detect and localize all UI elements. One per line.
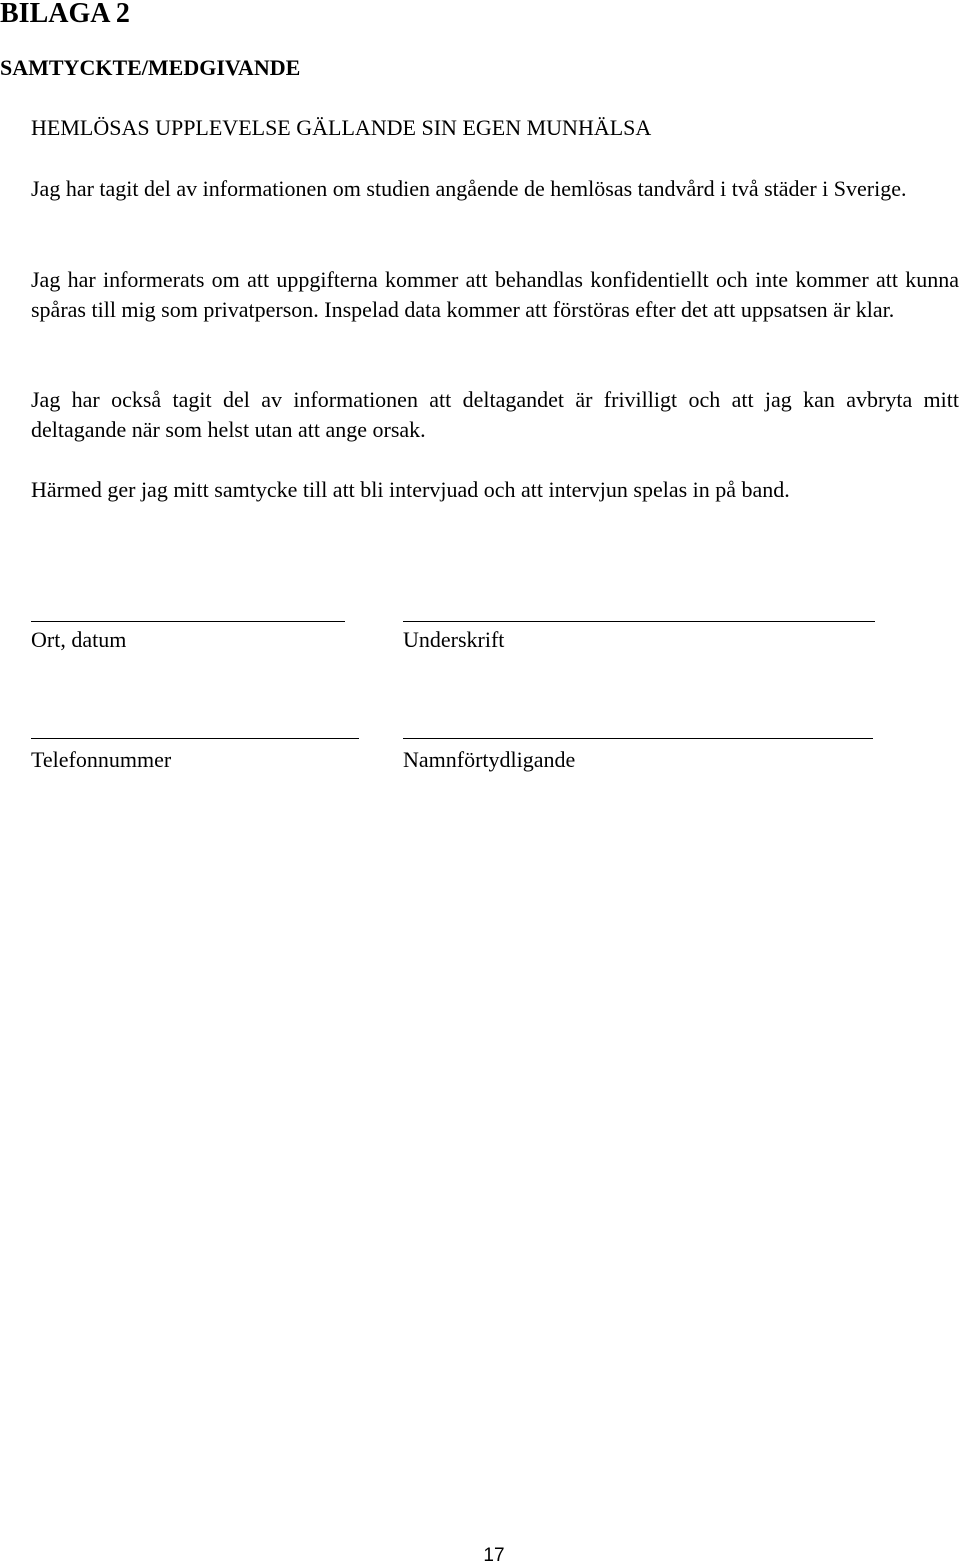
signature-label: Underskrift: [403, 627, 505, 652]
document-subtitle: SAMTYCKTE/MEDGIVANDE: [0, 55, 301, 80]
consent-paragraph-1: Jag har tagit del av informationen om studien angående de hemlösas tandvård i två städer i Sverige.: [31, 176, 907, 201]
place-date-line[interactable]: [31, 621, 345, 622]
study-title: HEMLÖSAS UPPLEVELSE GÄLLANDE SIN EGEN MUNHÄLSA: [31, 115, 652, 140]
place-date-label: Ort, datum: [31, 627, 127, 652]
phone-label: Telefonnummer: [31, 747, 172, 772]
name-clarification-line[interactable]: [403, 738, 873, 739]
page-number: 17: [483, 1545, 505, 1566]
phone-line[interactable]: [31, 738, 359, 739]
name-clarification-label: Namnförtydligande: [403, 747, 576, 772]
document-title: BILAGA 2: [0, 0, 130, 29]
consent-paragraph-3: Jag har också tagit del av informationen att deltagandet är frivilligt och att jag kan avbryta mitt deltagande när som helst utan att ange orsak.: [31, 387, 959, 442]
consent-paragraph-4: Härmed ger jag mitt samtycke till att bli intervjuad och att intervjun spelas in på band.: [31, 477, 790, 502]
signature-line[interactable]: [403, 621, 875, 622]
consent-paragraph-2: Jag har informerats om att uppgifterna kommer att behandlas konfidentiellt och inte kommer att kunna spåras till mig som privatperson. Inspelad data kommer att förstöras efter det att uppsatsen är klar.: [31, 267, 959, 322]
